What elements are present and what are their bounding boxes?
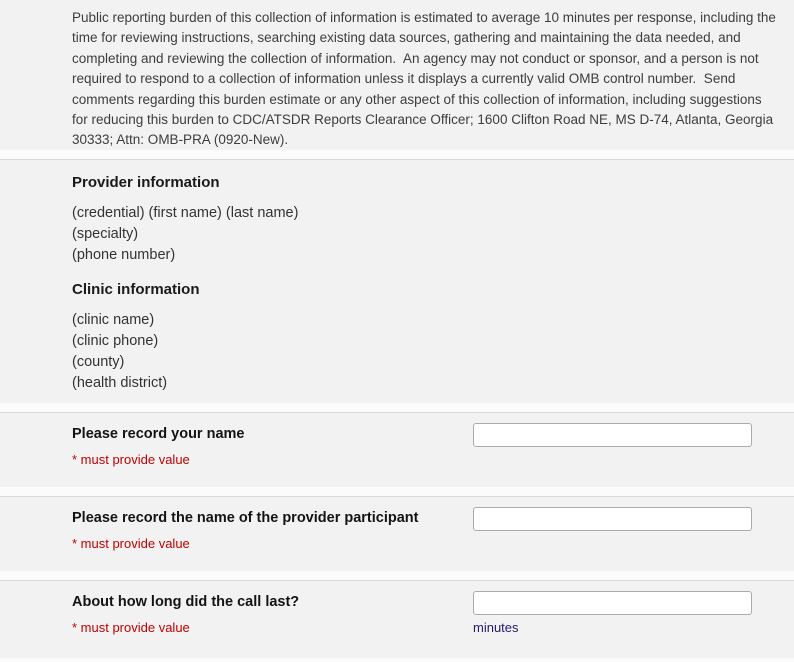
call-duration-input[interactable]: [473, 591, 752, 615]
provider-phone-line: (phone number): [72, 247, 176, 263]
required-note: * must provide value: [72, 452, 190, 467]
question-label-block: [72, 591, 473, 635]
provider-name-input[interactable]: [473, 507, 752, 531]
provider-name-line: (credential) (first name) (last name): [72, 205, 299, 221]
section-divider: [0, 571, 794, 581]
participant-info-section: [0, 160, 794, 403]
section-divider: [0, 487, 794, 497]
question-answer-block: [473, 507, 774, 531]
question-row-provider-name: [0, 497, 794, 571]
question-label-block: [72, 423, 473, 467]
clinic-phone-line: (clinic phone): [72, 333, 159, 349]
clinic-health-district-line: (health district): [72, 375, 168, 391]
question-label-block: [72, 507, 473, 551]
question-row-your-name: [0, 413, 794, 487]
omb-burden-notice: Public reporting burden of this collection of information is estimated to average 10 minutes per response, including the time for reviewing instructions, searching existing data sources, gathering and maintaining the data needed, and completing and reviewing the collection of information. An agency may not conduct or sponsor, and a person is not required to respond to a collection of information unless it displays a currently valid OMB control number. Send comments regarding this burden estimate or any other aspect of this collection of information, including suggestions for reducing this burden to CDC/ATSDR Reports Clearance Officer; 1600 Clifton Road NE, MS D-74, Atlanta, Georgia 30333; Attn: OMB-PRA (0920-New).: [72, 10, 780, 148]
required-note: * must provide value: [72, 536, 190, 551]
your-name-input[interactable]: [473, 423, 752, 447]
section-divider: [0, 403, 794, 413]
question-label: About how long did the call last?: [72, 594, 300, 610]
required-note: * must provide value: [72, 620, 190, 635]
provider-info-group: [72, 174, 774, 266]
clinic-county-line: (county): [72, 354, 125, 370]
question-answer-block: [473, 591, 774, 635]
clinic-name-line: (clinic name): [72, 312, 155, 328]
section-divider: [0, 150, 794, 160]
question-answer-block: [473, 423, 774, 447]
omb-section: [0, 0, 794, 150]
provider-info-title: Provider information: [72, 174, 220, 191]
question-label: Please record the name of the provider participant: [72, 510, 419, 526]
question-label: Please record your name: [72, 426, 245, 442]
unit-label: minutes: [473, 620, 519, 635]
clinic-info-title: Clinic information: [72, 281, 200, 298]
provider-specialty-line: (specialty): [72, 226, 139, 242]
clinic-info-group: [72, 281, 774, 394]
question-row-call-duration: [0, 581, 794, 658]
